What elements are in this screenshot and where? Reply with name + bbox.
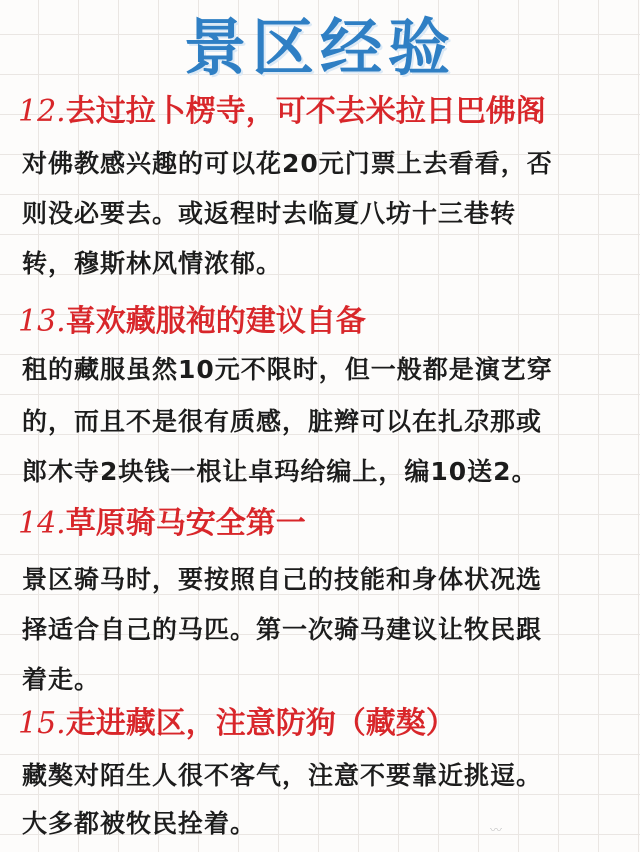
body-line: 的，而且不是很有质感，脏辫可以在扎尕那或: [22, 407, 543, 436]
body-line: 租的藏服虽然10元不限时，但一般都是演艺穿: [22, 355, 553, 384]
section-number: 12.: [18, 94, 66, 129]
section-heading: [18, 302, 366, 342]
section-heading-text: 喜欢藏服袍的建议自备: [65, 304, 366, 339]
body-line: 大多都被牧民拴着。: [22, 809, 257, 838]
body-line: 藏獒对陌生人很不客气，注意不要靠近挑逗。: [22, 761, 543, 790]
section-heading-text: 草原骑马安全第一: [65, 506, 306, 541]
section-number: 14.: [18, 506, 66, 541]
section-number: 13.: [18, 304, 66, 339]
body-line: 景区骑马时，要按照自己的技能和身体状况选: [22, 565, 543, 594]
body-line: 则没必要去。或返程时去临夏八坊十三巷转: [22, 199, 517, 228]
section-number: 15.: [18, 706, 66, 741]
page-title: 景区经验: [183, 11, 456, 84]
section-heading: [18, 92, 546, 132]
section-heading-text: 去过拉卜楞寺，可不去米拉日巴佛阁: [65, 94, 546, 129]
section-heading: [18, 704, 456, 744]
body-line: 对佛教感兴趣的可以花20元门票上去看看，否: [22, 149, 553, 178]
section-heading-text: 走进藏区，注意防狗（藏獒）: [65, 706, 456, 741]
body-line: 择适合自己的马匹。第一次骑马建议让牧民跟: [22, 615, 543, 644]
body-line: 着走。: [22, 665, 101, 694]
section-heading: [18, 504, 306, 544]
body-line: 转，穆斯林风情浓郁。: [22, 249, 283, 278]
watermark-icon: 〰: [489, 823, 502, 837]
body-line: 郎木寺2块钱一根让卓玛给编上，编10送2。: [22, 457, 538, 486]
